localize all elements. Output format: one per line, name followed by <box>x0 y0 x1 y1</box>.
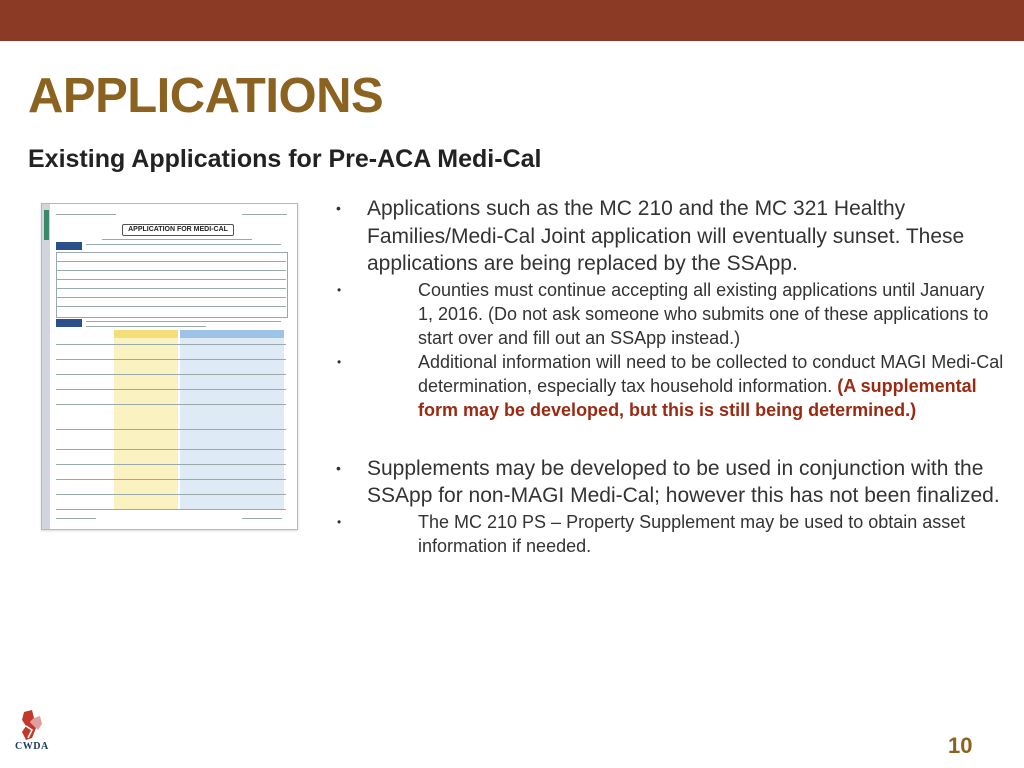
form-line <box>242 214 287 215</box>
slide-subtitle: Existing Applications for Pre-ACA Medi-Cal <box>28 145 542 173</box>
form-line <box>56 261 286 262</box>
page-number: 10 <box>948 733 973 758</box>
form-line <box>56 344 286 345</box>
form-line <box>56 389 286 390</box>
bullet-text: Supplements may be developed to be used in conjunction with the SSApp for non-MAGI Medi-Cal; however this has not been finalized. <box>367 456 1000 507</box>
bullet-item <box>336 195 1004 422</box>
form-line <box>86 244 281 245</box>
sub-bullet-item <box>337 350 1004 422</box>
form-line <box>56 518 96 519</box>
slide-title: APPLICATIONS <box>28 69 384 123</box>
form-section-2-label <box>56 319 82 327</box>
form-line <box>56 306 286 307</box>
sub-bullet-marker: • <box>337 282 342 297</box>
form-side-strip <box>42 204 50 529</box>
sub-bullet-text: Counties must continue accepting all existing applications until January 1, 2016. (Do not ask someone who submits one of these applications to start over and fill out an SSApp instead.) <box>418 279 989 348</box>
form-column-header <box>180 330 284 338</box>
form-line <box>56 288 286 289</box>
header-bar <box>0 0 1024 41</box>
form-side-marker <box>44 210 49 240</box>
form-line <box>56 464 286 465</box>
form-line <box>56 374 286 375</box>
form-line <box>86 321 281 322</box>
form-line <box>56 359 286 360</box>
bullet-marker: • <box>336 459 341 476</box>
form-household-columns <box>180 330 284 510</box>
sub-bullet-list <box>337 278 1004 422</box>
sub-bullet-list <box>337 510 1004 558</box>
bullet-list <box>336 195 1004 558</box>
bullet-marker: • <box>336 200 341 216</box>
bullet-text: Applications such as the MC 210 and the MC 321 Healthy Families/Medi-Cal Joint application will eventually sunset. These applications are being replaced by the SSApp. <box>367 197 965 275</box>
form-line <box>56 404 286 405</box>
form-line <box>56 509 286 510</box>
form-line <box>86 326 206 327</box>
logo-text: CWDA <box>15 741 49 752</box>
form-column-header <box>114 330 178 338</box>
form-applicant-columns <box>114 330 178 510</box>
form-line <box>56 429 286 430</box>
form-line <box>56 494 286 495</box>
form-line <box>56 449 286 450</box>
sub-bullet-emphasis: (A supplemental form may be developed, but this is still being determined.) <box>418 375 977 420</box>
form-line <box>56 479 286 480</box>
sub-bullet-marker: • <box>337 514 342 529</box>
sub-bullet-text: Additional information will need to be collected to conduct MAGI Medi-Cal determination, especially tax household information. <box>418 351 1004 396</box>
form-line <box>56 214 116 215</box>
sub-bullet-item <box>337 278 1004 350</box>
sub-bullet-item <box>337 510 1004 558</box>
form-line <box>242 518 282 519</box>
sub-bullet-text: The MC 210 PS – Property Supplement may be used to obtain asset information if needed. <box>418 511 966 556</box>
form-line <box>56 270 286 271</box>
form-section-1-label <box>56 242 82 250</box>
form-line <box>102 239 252 240</box>
sub-bullet-marker: • <box>337 354 342 369</box>
bullet-item <box>336 455 1004 558</box>
form-line <box>56 297 286 298</box>
form-line <box>56 279 286 280</box>
form-heading: APPLICATION FOR MEDI-CAL <box>122 224 234 236</box>
medi-cal-application-form-image <box>41 203 298 530</box>
